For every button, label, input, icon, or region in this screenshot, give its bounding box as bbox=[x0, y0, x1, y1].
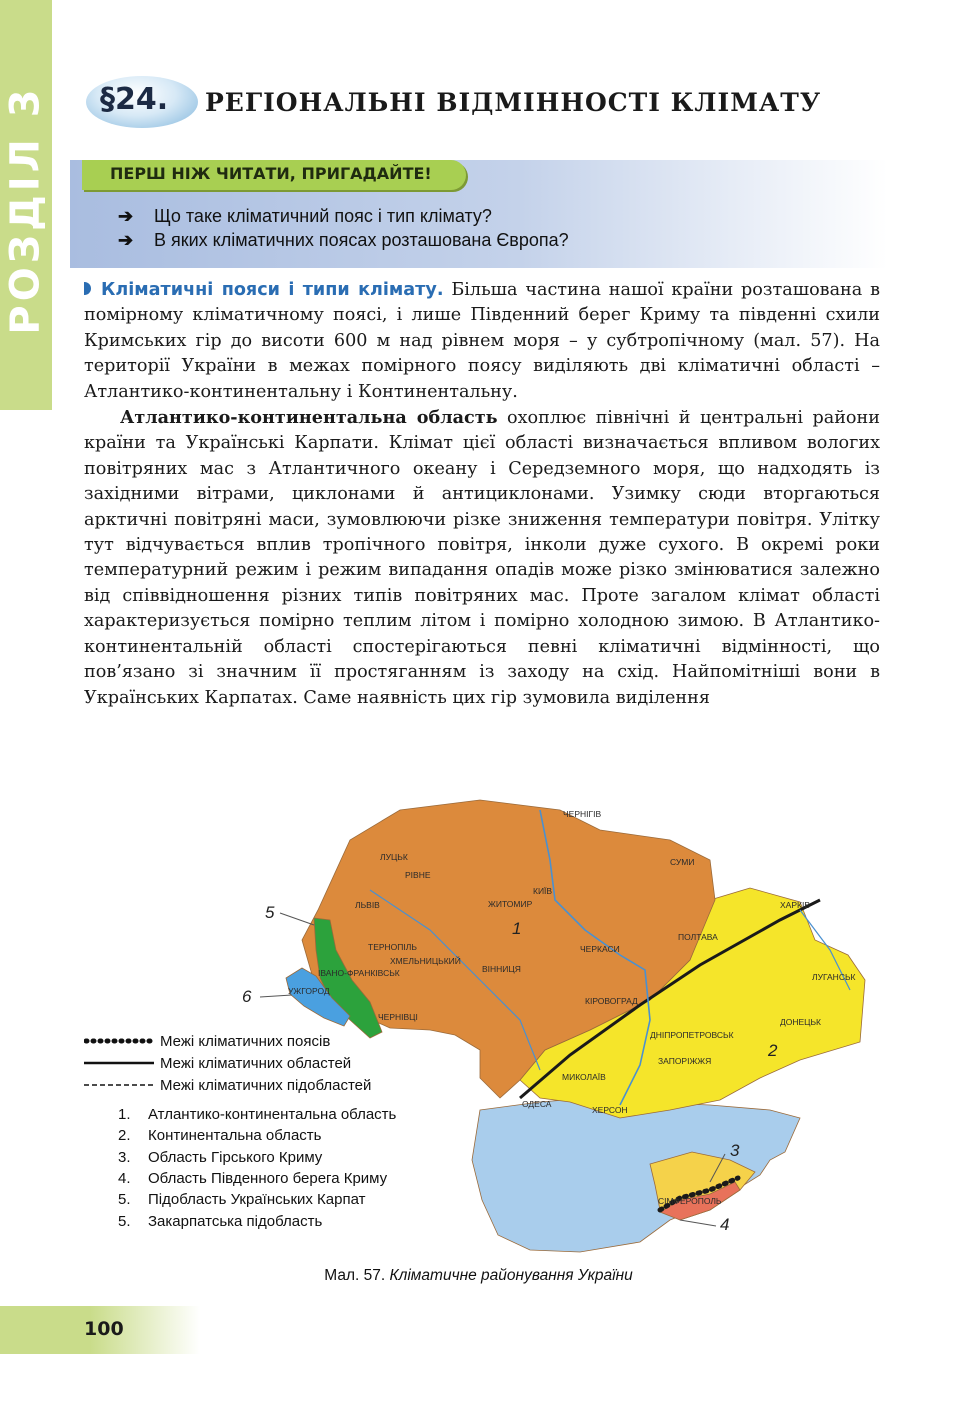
page-number: 100 bbox=[84, 1318, 124, 1340]
figure-number: Мал. 57. bbox=[324, 1267, 390, 1284]
recall-item bbox=[118, 228, 569, 252]
legend-item-label: Атлантико-континентальна область bbox=[148, 1106, 397, 1124]
city-label: ХАРКІВ bbox=[780, 900, 810, 910]
bold-term: Атлантико-континентальна область bbox=[120, 407, 498, 429]
city-label: ТЕРНОПІЛЬ bbox=[368, 942, 417, 952]
city-label: МИКОЛАЇВ bbox=[562, 1072, 606, 1082]
city-label: ЖИТОМИР bbox=[488, 899, 533, 909]
label-pointer bbox=[280, 913, 314, 925]
city-label: КІРОВОГРАД bbox=[585, 996, 638, 1006]
section-number: §24. bbox=[100, 82, 169, 117]
legend-item-number: 1. bbox=[118, 1106, 131, 1124]
legend-item-label: Область Південного берега Криму bbox=[148, 1170, 388, 1188]
arrow-icon: ➔ bbox=[118, 205, 134, 226]
legend-item-number: 5. bbox=[118, 1212, 131, 1230]
legend-item-label: Область Гірського Криму bbox=[148, 1148, 323, 1166]
city-label: ЧЕРНІГІВ bbox=[563, 809, 602, 819]
city-label: СІМФЕРОПОЛЬ bbox=[658, 1196, 722, 1206]
legend-item-number: 2. bbox=[118, 1127, 131, 1145]
legend-item bbox=[118, 1147, 396, 1168]
legend-item-label: Підобласть Українських Карпат bbox=[148, 1191, 366, 1209]
region-label-6: 6 bbox=[242, 987, 252, 1006]
figure-caption bbox=[0, 1267, 957, 1285]
legend-line-label: Межі кліматичних областей bbox=[160, 1054, 352, 1072]
label-pointer bbox=[260, 995, 292, 997]
legend-item-number: 3. bbox=[118, 1148, 131, 1166]
dashed-line-swatch bbox=[84, 1080, 154, 1090]
paragraph-2-text: охоплює північні й центральні райони країни та Українські Карпати. Клімат цієї області визначається впливом вологих повітряних мас з Атлантичного океану і Середземного моря, що надходять із західними вітрами, циклонами й антициклонами. Узимку сюди вторгаються арктичні повітряні маси, зумовлюючи різке зниження температури повітря. Улітку тут відчувається вплив тропічного повітря, інколи дуже сухого. В окремі роки температурний режим і режим випадання опадів може різко змінюватися залежно від співвідношення різних типів повітряних мас. Проте загалом клімат області характеризується помірно теплим літом і помірно холодною зимою. В Атлантико-континентальній області спостерігаються певні кліматичні відмінності, що пов’язано зі значним її простяганням із заходу на схід. Найпомітніші вони в Українських Карпатах. Саме наявність цих гір зумовила виділення bbox=[84, 408, 880, 708]
city-label: ЧЕРНІВЦІ bbox=[378, 1012, 418, 1022]
legend-item bbox=[118, 1189, 396, 1210]
city-label: ДНІПРОПЕТРОВСЬК bbox=[650, 1030, 734, 1040]
city-label: ЧЕРКАСИ bbox=[580, 944, 620, 954]
legend-item bbox=[118, 1104, 396, 1125]
figure-title: Кліматичне районування України bbox=[389, 1267, 633, 1284]
legend-item-number: 5. bbox=[118, 1191, 131, 1209]
legend-item-label: Континентальна область bbox=[148, 1127, 322, 1145]
legend-item bbox=[118, 1168, 396, 1189]
label-pointer bbox=[680, 1220, 716, 1226]
legend-items bbox=[118, 1104, 396, 1232]
body-text bbox=[84, 278, 880, 711]
recall-heading-text: ПЕРШ НІЖ ЧИТАТИ, ПРИГАДАЙТЕ! bbox=[110, 164, 432, 183]
solid-line-swatch bbox=[84, 1058, 154, 1068]
city-label: ПОЛТАВА bbox=[678, 932, 718, 942]
city-label: УЖГОРОД bbox=[288, 986, 330, 996]
city-label: ХЕРСОН bbox=[592, 1105, 628, 1115]
region-label-3: 3 bbox=[730, 1141, 740, 1160]
chapter-label-text: РОЗДІЛ 3 bbox=[3, 85, 50, 335]
dotted-line-swatch bbox=[84, 1036, 154, 1046]
region-label-5: 5 bbox=[265, 903, 275, 922]
legend-item bbox=[118, 1210, 396, 1231]
recall-list bbox=[118, 204, 569, 252]
city-label: ІВАНО-ФРАНКІВСЬК bbox=[318, 968, 400, 978]
topic-heading: Кліматичні пояси і типи клімату. bbox=[101, 280, 444, 300]
city-label: КИЇВ bbox=[533, 886, 553, 896]
city-label: ХМЕЛЬНИЦЬКИЙ bbox=[390, 956, 461, 966]
section-title: РЕГІОНАЛЬНІ ВІДМІННОСТІ КЛІМАТУ bbox=[205, 88, 822, 117]
recall-heading bbox=[82, 160, 466, 190]
city-label: ЛУГАНСЬК bbox=[812, 972, 856, 982]
legend-item-number: 4. bbox=[118, 1170, 131, 1188]
legend-line-label: Межі кліматичних поясів bbox=[160, 1032, 331, 1050]
city-label: СУМИ bbox=[670, 857, 695, 867]
legend-item-label: Закарпатська підобласть bbox=[148, 1212, 323, 1230]
legend-lines bbox=[84, 1030, 371, 1096]
arrow-icon: ➔ bbox=[118, 229, 134, 250]
paragraph-1 bbox=[84, 278, 880, 405]
legend-item bbox=[118, 1125, 396, 1146]
city-label: РІВНЕ bbox=[405, 870, 431, 880]
city-label: ОДЕСА bbox=[522, 1099, 552, 1109]
paragraph-1-text: Більша частина нашої країни розташована в помірному кліматичному поясі, і лише Південний берег Криму та південні схили Кримських гір до висоти 600 м над рівнем моря – у субтропічному (мал. 57). На території України в межах помірного поясу виділяють дві кліматичні області – Атлантико-континентальну і Континентальну. bbox=[84, 280, 880, 402]
recall-item bbox=[118, 204, 569, 228]
region-label-4: 4 bbox=[720, 1215, 730, 1234]
recall-item-text: В яких кліматичних поясах розташована Європа? bbox=[154, 229, 569, 250]
city-label: ДОНЕЦЬК bbox=[780, 1017, 821, 1027]
legend-row bbox=[84, 1052, 371, 1074]
legend-row bbox=[84, 1030, 371, 1052]
city-label: ЛУЦЬК bbox=[380, 852, 408, 862]
city-label: ВІННИЦЯ bbox=[482, 964, 521, 974]
recall-item-text: Що таке кліматичний пояс і тип клімату? bbox=[154, 205, 492, 226]
city-label: ЛЬВІВ bbox=[355, 900, 380, 910]
chapter-label bbox=[4, 80, 48, 340]
paragraph-2 bbox=[84, 405, 880, 711]
region-label-1: 1 bbox=[512, 919, 522, 938]
city-label: ЗАПОРІЖЖЯ bbox=[658, 1056, 712, 1066]
paragraph-marker-icon bbox=[84, 282, 91, 295]
region-label-2: 2 bbox=[768, 1041, 778, 1060]
legend-row bbox=[84, 1074, 371, 1096]
legend-line-label: Межі кліматичних підобластей bbox=[160, 1076, 372, 1094]
